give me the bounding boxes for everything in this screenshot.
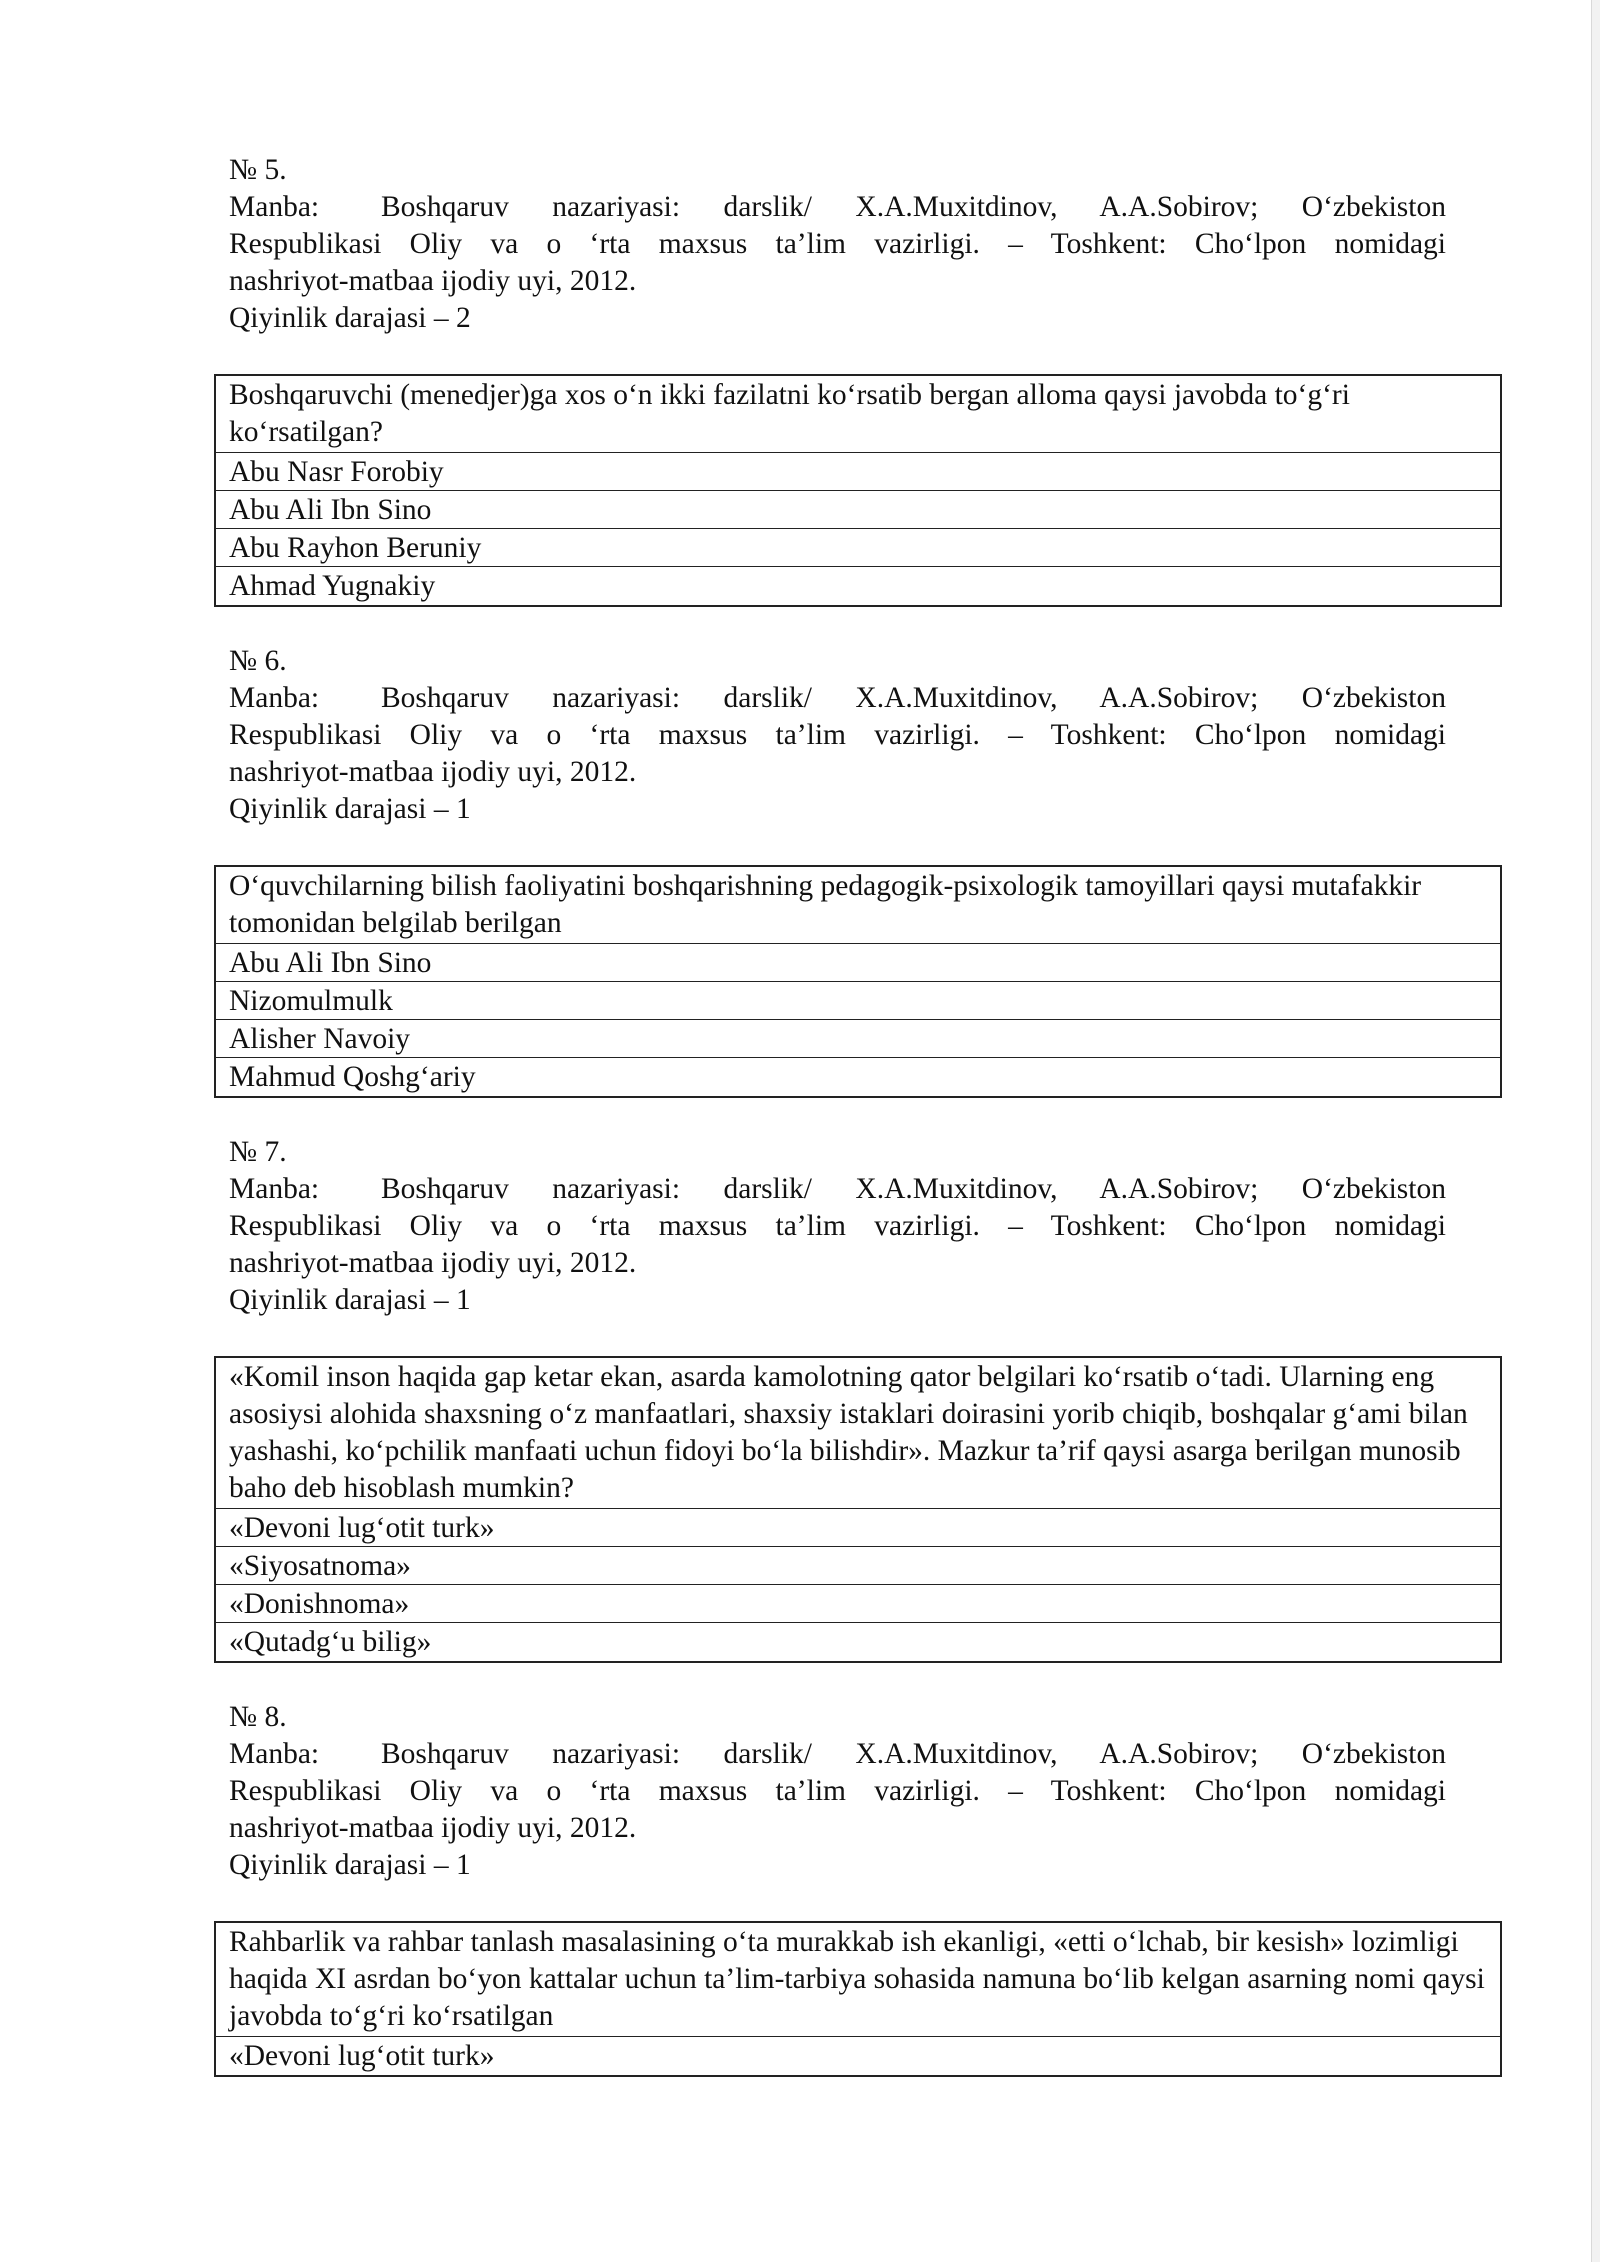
answer-option: Abu Rayhon Beruniy [216, 529, 1500, 567]
answer-option: Nizomulmulk [216, 982, 1500, 1020]
difficulty-level: Qiyinlik darajasi – 1 [229, 1284, 471, 1316]
source-line-1 [229, 189, 1446, 226]
source-line-3: nashriyot-matbaa ijodiy uyi, 2012. [229, 1247, 637, 1279]
question-number: № 5. [229, 154, 287, 186]
question-table [214, 374, 1502, 607]
question-meta [229, 643, 1446, 828]
question-number: № 8. [229, 1701, 287, 1733]
source-title: Boshqaruv nazariyasi: darslik/ X.A.Muxitdinov, A.A.Sobirov; O‘zbekiston [381, 1738, 1446, 1770]
question-meta [229, 152, 1446, 337]
source-line-3: nashriyot-matbaa ijodiy uyi, 2012. [229, 1812, 637, 1844]
question-text: «Komil inson haqida gap ketar ekan, asarda kamolotning qator belgilari ko‘rsatib o‘tadi. Ularning eng asosiysi alohida shaxsning o‘z manfaatlari, shaxsiy istaklari doirasini yorib chiqib, boshqalar g‘ami bilan yashashi, ko‘pchilik manfaati uchun fidoyi bo‘la bilishdir». Mazkur ta’rif qaysi asarga berilgan munosib baho deb hisoblash mumkin? [216, 1358, 1500, 1509]
source-line-2: Respublikasi Oliy va o ‘rta maxsus ta’lim vazirligi. – Toshkent: Cho‘lpon nomidagi [229, 228, 1446, 260]
source-line-3: nashriyot-matbaa ijodiy uyi, 2012. [229, 756, 637, 788]
question-text: Boshqaruvchi (menedjer)ga xos o‘n ikki fazilatni ko‘rsatib bergan alloma qaysi javobda to‘g‘ri ko‘rsatilgan? [216, 376, 1500, 453]
difficulty-level: Qiyinlik darajasi – 1 [229, 1849, 471, 1881]
source-title: Boshqaruv nazariyasi: darslik/ X.A.Muxitdinov, A.A.Sobirov; O‘zbekiston [381, 682, 1446, 714]
answer-option: Mahmud Qoshg‘ariy [229, 1061, 476, 1093]
answer-option: «Donishnoma» [216, 1585, 1500, 1623]
answer-option: «Devoni lug‘otit turk» [216, 1509, 1500, 1547]
source-label: Manba: [229, 682, 320, 714]
source-label: Manba: [229, 1173, 320, 1205]
source-title: Boshqaruv nazariyasi: darslik/ X.A.Muxitdinov, A.A.Sobirov; O‘zbekiston [381, 1173, 1446, 1205]
answer-option: Ahmad Yugnakiy [229, 570, 436, 602]
source-line-1 [229, 1171, 1446, 1208]
answer-option: «Siyosatnoma» [216, 1547, 1500, 1585]
question-text: Rahbarlik va rahbar tanlash masalasining o‘ta murakkab ish ekanligi, «etti o‘lchab, bir kesish» lozimligi haqida XI asrdan bo‘yon kattalar uchun ta’lim-tarbiya sohasida namuna bo‘lib kelgan asarning nomi qaysi javobda to‘g‘ri ko‘rsatilgan [216, 1923, 1500, 2037]
question-table [214, 1921, 1502, 2077]
answer-option: Abu Ali Ibn Sino [216, 944, 1500, 982]
question-table [214, 865, 1502, 1098]
answer-option: «Devoni lug‘otit turk» [229, 2040, 495, 2072]
question-table [214, 1356, 1502, 1663]
difficulty-level: Qiyinlik darajasi – 1 [229, 793, 471, 825]
source-line-3: nashriyot-matbaa ijodiy uyi, 2012. [229, 265, 637, 297]
source-title: Boshqaruv nazariyasi: darslik/ X.A.Muxitdinov, A.A.Sobirov; O‘zbekiston [381, 191, 1446, 223]
question-meta [229, 1134, 1446, 1319]
source-line-2: Respublikasi Oliy va o ‘rta maxsus ta’lim vazirligi. – Toshkent: Cho‘lpon nomidagi [229, 1775, 1446, 1807]
page-edge [1591, 0, 1600, 2262]
source-label: Manba: [229, 191, 320, 223]
question-text: O‘quvchilarning bilish faoliyatini boshqarishning pedagogik-psixologik tamoyillari qaysi mutafakkir tomonidan belgilab berilgan [216, 867, 1500, 944]
answer-option: «Qutadg‘u bilig» [229, 1626, 432, 1658]
answer-option: Abu Ali Ibn Sino [216, 491, 1500, 529]
source-line-2: Respublikasi Oliy va o ‘rta maxsus ta’lim vazirligi. – Toshkent: Cho‘lpon nomidagi [229, 719, 1446, 751]
source-line-2: Respublikasi Oliy va o ‘rta maxsus ta’lim vazirligi. – Toshkent: Cho‘lpon nomidagi [229, 1210, 1446, 1242]
answer-option: Alisher Navoiy [216, 1020, 1500, 1058]
answer-option: Abu Nasr Forobiy [216, 453, 1500, 491]
source-line-1 [229, 1736, 1446, 1773]
source-line-1 [229, 680, 1446, 717]
difficulty-level: Qiyinlik darajasi – 2 [229, 302, 471, 334]
question-number: № 6. [229, 645, 287, 677]
source-label: Manba: [229, 1738, 320, 1770]
question-number: № 7. [229, 1136, 287, 1168]
question-meta [229, 1699, 1446, 1884]
